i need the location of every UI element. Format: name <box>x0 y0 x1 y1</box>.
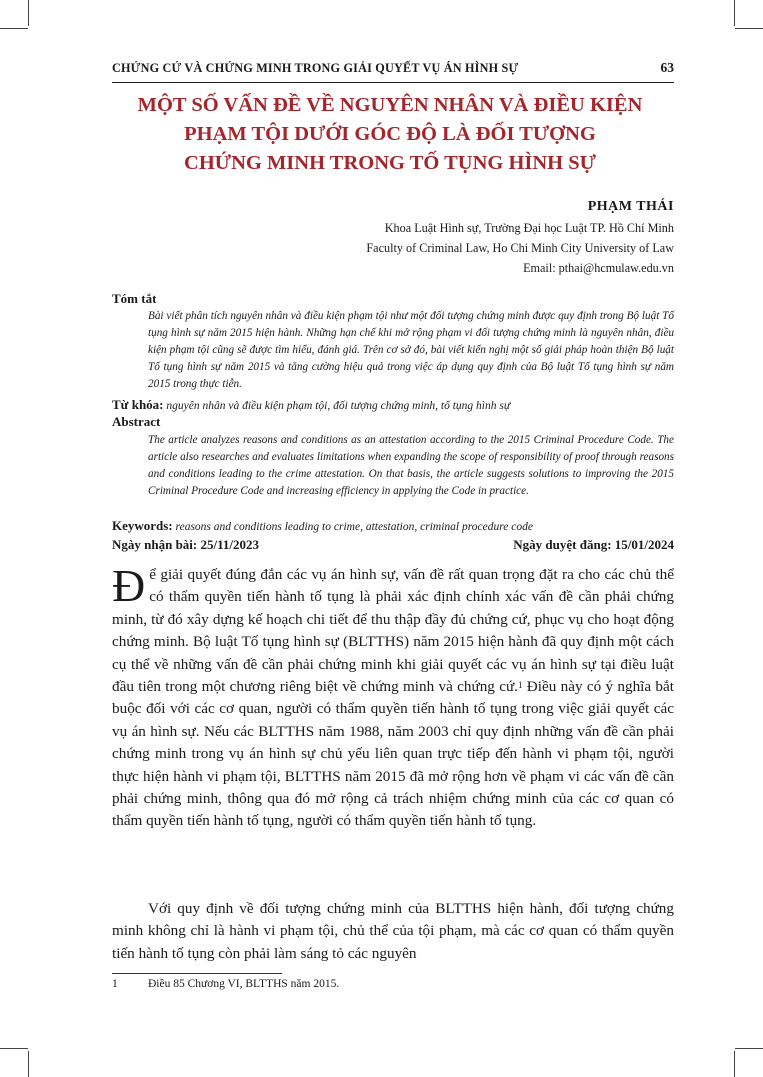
footnote <box>112 978 339 990</box>
author-block <box>366 196 674 278</box>
abstract-en-text: The article analyzes reasons and conditions as an attestation according to the 2015 Criminal Procedure Code. The article also researches and evaluates limitations when expanding the scope of responsibility of proof through reasons and conditions leading to the crime attestation. On that basis, the article suggests solutions to improving the 2015 Criminal Procedure Code and increasing efficiency in applying the Code in practice. <box>148 434 674 497</box>
summary-vi-text: Bài viết phân tích nguyên nhân và điều kiện phạm tội như một đối tượng chứng minh được quy định trong Bộ luật Tố tụng hình sự năm 2015 hiện hành. Những hạn chế khi mở rộng phạm vi đối tượng chứng minh là nguyên nhân, điều kiện phạm tội cũng sẽ được tìm hiểu, đánh giá. Trên cơ sở đó, bài viết kiến nghị một số giải pháp hoàn thiện Bộ luật Tố tụng hình sự năm 2015 và tăng cường hiệu quả trong việc áp dụng quy định của Bộ luật Tố tụng hình sự năm 2015 trong thực tiễn. <box>148 310 674 390</box>
body-paragraph-2: Với quy định về đối tượng chứng minh của BLTTHS hiện hành, đối tượng chứng minh không chỉ là hành vi phạm tội, chủ thể của tội phạm, mà các cơ quan có thẩm quyền tiến hành tố tụng còn phải làm sáng tỏ các nguyên <box>112 900 674 962</box>
title-line: CHỨNG MINH TRONG TỐ TỤNG HÌNH SỰ <box>184 152 596 174</box>
running-header-title: CHỨNG CỨ VÀ CHỨNG MINH TRONG GIẢI QUYẾT VỤ ÁN HÌNH SỰ <box>112 61 519 75</box>
keywords-vi <box>112 397 674 413</box>
page-number: 63 <box>660 60 674 75</box>
crop-mark <box>735 1048 763 1049</box>
affiliation-vi: Khoa Luật Hình sự, Trường Đại học Luật TP. Hồ Chí Minh <box>384 221 674 235</box>
affiliation-en: Faculty of Criminal Law, Ho Chi Minh City University of Law <box>366 241 674 255</box>
body-text-segment: ể giải quyết đúng đắn các vụ án hình sự, vấn đề rất quan trọng đặt ra cho các chủ thể có thẩm quyền tiến hành tố tụng là phải xác định chính xác vấn đề cần phải chứng minh, từ đó xây dựng kế hoạch chi tiết để thu thập đầy đủ chứng cứ, phục vụ cho hoạt động chứng minh. Bộ luật Tố tụng hình sự (BLTTHS) năm 2015 hiện hành đã quy định một cách cụ thể về những vấn đề cần phải chứng minh khi giải quyết các vụ án hình sự tại điều luật đầu tiên trong một chương riêng biệt về chứng minh và chứng cứ. <box>112 566 674 696</box>
crop-mark <box>734 0 735 26</box>
body-text-segment: Điều này có ý nghĩa bắt buộc đối với các cơ quan, người có thẩm quyền tiến hành tố tụng trong việc giải quyết các vụ án hình sự. Nếu các BLTTHS năm 1988, năm 2003 chỉ quy định những vấn đề cần phải chứng minh trong vụ án hình sự chủ yếu liên quan trực tiếp đến hành vi phạm tội, người thực hiện hành vi phạm tội, BLTTHS năm 2015 đã mở rộng hơn về phạm vi các vấn đề cần phải chứng minh, thông qua đó mở rộng cả trách nhiệm chứng minh của các cơ quan có thẩm quyền tiến hành tố tụng, người có thẩm quyền tiến hành tố tụng. <box>112 678 674 830</box>
running-header <box>112 60 674 83</box>
footnote-text: Điều 85 Chương VI, BLTTHS năm 2015. <box>148 978 340 990</box>
author-name: PHẠM THÁI <box>587 199 674 214</box>
article-title <box>90 91 690 178</box>
keywords-en <box>112 518 674 534</box>
keywords-vi-label: Từ khóa: <box>112 397 164 412</box>
summary-vi-label: Tóm tắt <box>112 291 157 306</box>
crop-mark <box>735 28 763 29</box>
abstract-en-label: Abstract <box>112 414 161 429</box>
keywords-en-label: Keywords: <box>112 518 173 533</box>
keywords-en-text: reasons and conditions leading to crime, attestation, criminal procedure code <box>175 521 533 533</box>
title-line: MỘT SỐ VẤN ĐỀ VỀ NGUYÊN NHÂN VÀ ĐIỀU KIỆN <box>137 94 643 116</box>
crop-mark <box>28 0 29 26</box>
date-accepted: Ngày duyệt đăng: 15/01/2024 <box>513 537 674 552</box>
drop-cap: Đ <box>112 560 146 611</box>
dates-row <box>112 537 674 555</box>
crop-mark <box>734 1051 735 1077</box>
footnote-number: 1 <box>112 978 118 990</box>
author-email: Email: pthai@hcmulaw.edu.vn <box>523 261 674 275</box>
title-line: PHẠM TỘI DƯỚI GÓC ĐỘ LÀ ĐỐI TƯỢNG <box>184 123 596 145</box>
footnote-divider <box>112 973 282 974</box>
footnote-reference[interactable]: 1 <box>517 680 523 691</box>
keywords-vi-text: nguyên nhân và điều kiện phạm tội, đối tượng chứng minh, tố tụng hình sự <box>166 400 511 412</box>
crop-mark <box>28 1051 29 1077</box>
crop-mark <box>0 1048 28 1049</box>
body-paragraph-1 <box>112 560 674 833</box>
crop-mark <box>0 28 28 29</box>
date-received: Ngày nhận bài: 25/11/2023 <box>112 537 260 552</box>
